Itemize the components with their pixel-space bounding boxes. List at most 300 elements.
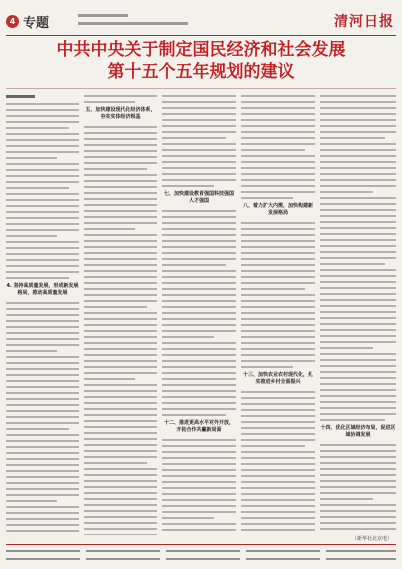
text-line [162,336,214,338]
text-line [162,131,236,133]
text-line [241,246,315,248]
text-line [241,463,315,465]
text-line [162,246,236,248]
text-line [162,354,236,356]
text-line [320,311,396,313]
text-line [241,403,315,405]
text-line [6,223,79,225]
text-line [241,294,315,296]
text-line [241,439,315,441]
text-line [84,492,157,494]
text-line [320,365,396,367]
text-line [241,113,315,115]
text-line [320,263,385,265]
text-line [162,95,236,97]
text-line [241,433,315,435]
text-line [6,314,79,316]
text-line [241,288,305,290]
text-line [6,482,79,484]
text-line [162,457,236,459]
text-line [320,450,396,452]
text-line [84,324,157,326]
section-heading: 4. 坚持高质量发展，形成新发展格局，推动高质量发展 [6,283,79,296]
text-line [162,330,236,332]
text-line [162,179,236,181]
text-line [6,476,79,478]
text-line [84,336,157,338]
section-heading: 八、着力扩大内需，加快构建新发展格局 [242,203,313,216]
text-line [6,458,79,460]
text-line [162,451,236,453]
text-line [162,264,226,266]
footer-info-line [166,558,240,560]
text-line [6,344,79,346]
text-line [84,252,157,254]
text-line [162,348,236,350]
footer-info-line [246,558,320,560]
text-line [241,125,315,127]
text-line [320,137,385,139]
text-line [320,287,396,289]
text-line [320,486,396,488]
section-heading: 七、加快建设教育强国科技强国人才强国 [163,191,234,204]
text-line [84,180,157,182]
text-line [241,222,315,224]
text-line [320,203,396,205]
text-line [84,282,157,284]
text-line [320,474,396,476]
text-line [162,439,236,441]
text-line [84,360,157,362]
text-line [162,101,236,103]
text-line [84,534,157,535]
text-line [162,113,236,115]
section-heading: 十三、加快农业农村现代化，扎实推进乡村全面振兴 [242,372,313,385]
text-line [162,125,236,127]
text-line [6,440,79,442]
text-line [6,103,79,105]
text-line [84,228,135,230]
text-line [84,426,157,428]
headline-line-1: 中共中央关于制定国民经济和社会发展 [56,40,346,60]
text-line [241,252,315,254]
text-line [241,191,315,193]
text-line [241,276,315,278]
text-line [162,288,236,290]
text-line [162,481,236,483]
text-line [320,468,396,470]
text-line [162,300,236,302]
text-line [84,306,147,308]
text-line [320,179,396,181]
text-line [320,419,385,421]
text-line [6,265,79,267]
text-line [320,221,396,223]
text-line [162,384,236,386]
text-line [84,234,157,236]
text-line [6,109,79,111]
text-line [320,516,396,518]
text-line [241,523,315,525]
text-line [6,241,79,243]
text-line [6,302,79,304]
text-line [241,149,305,151]
text-line [84,528,157,530]
headline [0,39,402,83]
text-line [320,323,396,325]
text-line [6,181,79,183]
text-line [84,498,157,500]
text-line [6,368,79,370]
text-line [6,500,57,502]
text-line [162,523,236,525]
text-line [162,505,236,507]
text-line [320,257,396,259]
text-line [241,119,315,121]
text-line [6,205,79,207]
text-line [6,115,79,117]
text-line [241,101,315,103]
text-line [320,383,396,385]
header-meta-line [78,22,188,25]
text-line [84,198,157,200]
text-line [320,299,396,301]
text-line [241,318,315,320]
text-line [320,95,396,97]
article-column-1 [6,95,79,535]
text-line [320,498,373,500]
text-line [84,186,157,188]
text-line [162,312,236,314]
text-line [162,511,236,513]
text-line [84,222,157,224]
text-line [320,395,396,397]
text-line [320,456,396,458]
text-line [320,197,396,199]
text-line [162,378,236,380]
text-line [320,353,396,355]
text-line [84,210,157,212]
text-line [162,469,236,471]
text-line [241,95,315,97]
text-line [84,354,157,356]
text-line [84,240,157,242]
text-line [84,174,157,176]
text-line [6,151,79,153]
text-line [6,398,79,400]
footer-info-line [246,550,320,552]
text-line [84,330,157,332]
text-line [84,168,147,170]
text-line [241,427,315,429]
text-line [84,420,157,422]
footer-info-line [326,558,396,560]
text-line [320,305,396,307]
text-line [241,300,315,302]
text-line [241,475,315,477]
section-heading: 十二、推进更高水平对外开放，开拓合作共赢新局面 [163,420,234,433]
article-column-5 [320,95,396,535]
text-line [162,234,236,236]
text-line [84,294,157,296]
text-line [320,510,396,512]
text-line [84,414,157,416]
text-line [241,228,315,230]
text-line [6,229,79,231]
text-line [241,107,315,109]
text-line [6,199,79,201]
text-line [84,522,157,524]
text-line [241,258,315,260]
text-line [6,404,79,406]
text-line [320,480,396,482]
text-line [6,127,69,129]
text-line [6,470,79,472]
text-line [84,444,157,446]
text-line [6,332,79,334]
headline-line-2: 第十五个五年规划的建议 [107,62,295,82]
text-line [162,258,236,260]
section-heading: 五、加快建设现代化经济体系，夯实实体经济根基 [85,107,156,120]
text-line [84,126,157,128]
text-line [84,486,157,488]
text-line [241,457,315,459]
text-line [241,282,315,284]
text-line [162,270,236,272]
article-signoff: （新华社北京电） [351,536,392,542]
text-line [162,107,236,109]
text-line [162,306,236,308]
text-line [6,410,79,412]
text-line [241,391,315,393]
text-line [241,143,315,145]
text-line [84,300,157,302]
text-line [162,390,236,392]
text-line [320,347,373,349]
text-line [162,216,236,218]
text-line [320,125,396,127]
text-line [84,150,157,152]
text-line [162,155,236,157]
text-line [84,312,157,314]
text-line [241,306,315,308]
text-line [241,155,315,157]
text-line [320,389,396,391]
text-line [84,138,157,140]
text-line [84,450,157,452]
text-line [241,529,315,531]
text-line [162,408,236,410]
text-line [6,163,79,165]
text-line [84,348,157,350]
text-line [6,380,79,382]
text-line [84,258,157,260]
text-line [320,281,396,283]
page-footer [6,544,396,567]
text-line [241,179,315,181]
text-line [162,396,236,398]
text-line [241,445,305,447]
text-line [162,463,236,465]
text-line [84,516,157,518]
text-line [84,384,157,386]
text-line [6,494,79,496]
text-line [241,185,315,187]
text-line [162,372,236,374]
text-line [6,530,79,532]
text-line [241,397,315,399]
text-line [320,149,396,151]
text-line [320,401,396,403]
text-line [320,371,396,373]
text-line [320,143,396,145]
text-line [6,374,79,376]
text-line [241,348,315,350]
text-line [162,487,236,489]
text-line [320,522,396,524]
text-line [320,227,396,229]
text-line [6,422,79,424]
text-line [84,318,157,320]
text-line [241,421,315,423]
text-line [241,264,315,266]
text-line [241,137,315,139]
text-line [6,326,79,328]
text-line [320,107,396,109]
text-line [320,251,396,253]
text-line [6,253,79,255]
dateline [6,95,35,98]
text-line [6,452,79,454]
text-line [6,259,79,261]
text-line [320,209,396,211]
text-line [84,132,157,134]
text-line [320,407,396,409]
text-line [84,144,157,146]
text-line [6,446,79,448]
text-line [241,487,315,489]
footer-info-line [6,550,80,552]
text-line [162,493,236,495]
text-line [6,386,79,388]
text-line [162,324,236,326]
text-line [241,511,315,513]
text-line [162,529,236,531]
text-line [84,510,157,512]
text-line [6,506,79,508]
text-line [6,211,79,213]
text-line [241,173,315,175]
text-line [6,277,69,279]
text-line [84,101,135,103]
text-line [84,408,157,410]
article-column-2 [84,95,157,535]
text-line [162,222,236,224]
text-line [241,270,315,272]
text-line [241,451,315,453]
headline-separator [6,88,396,89]
footer-info-line [6,558,80,560]
text-line [6,512,79,514]
footer-info-line [86,550,160,552]
text-line [84,480,157,482]
text-line [241,415,315,417]
text-line [6,518,79,520]
text-line [6,338,79,340]
text-line [6,392,79,394]
page-number: 4 [6,15,19,28]
text-line [320,492,396,494]
text-line [162,276,236,278]
text-line [320,113,396,115]
text-line [84,396,157,398]
text-line [162,517,214,519]
text-line [320,101,396,103]
text-line [6,145,79,147]
text-line [6,434,79,436]
text-line [320,191,373,193]
text-line [320,293,396,295]
text-line [6,121,79,123]
text-line [241,324,315,326]
section-heading: 十四、优化区域经济布局，促进区域协调发展 [320,425,396,438]
text-line [241,499,315,501]
text-line [162,445,236,447]
text-line [84,378,135,380]
text-line [320,317,396,319]
text-line [162,252,236,254]
text-line [320,239,396,241]
text-line [320,444,396,446]
footer-info-line [166,550,240,552]
text-line [241,481,315,483]
text-line [241,336,315,338]
text-line [6,320,79,322]
text-line [6,133,79,135]
text-line [6,356,79,358]
text-line [241,234,315,236]
text-line [84,372,157,374]
text-line [6,271,79,273]
text-line [162,185,214,187]
text-line [6,350,57,352]
text-line [162,475,236,477]
text-line [241,354,315,356]
text-line [320,173,396,175]
article-column-4 [241,95,315,535]
text-line [84,204,157,206]
text-line [162,119,236,121]
text-line [241,131,315,133]
text-line [241,505,315,507]
text-line [162,173,236,175]
text-line [6,524,79,526]
text-line [84,276,157,278]
text-line [241,342,315,344]
text-line [320,528,396,530]
text-line [84,438,157,440]
text-line [320,462,396,464]
text-line [162,149,236,151]
text-line [162,294,236,296]
text-line [6,464,79,466]
text-line [6,362,79,364]
text-line [84,342,157,344]
text-line [320,275,396,277]
text-line [162,499,236,501]
text-line [6,428,69,430]
text-line [241,493,315,495]
